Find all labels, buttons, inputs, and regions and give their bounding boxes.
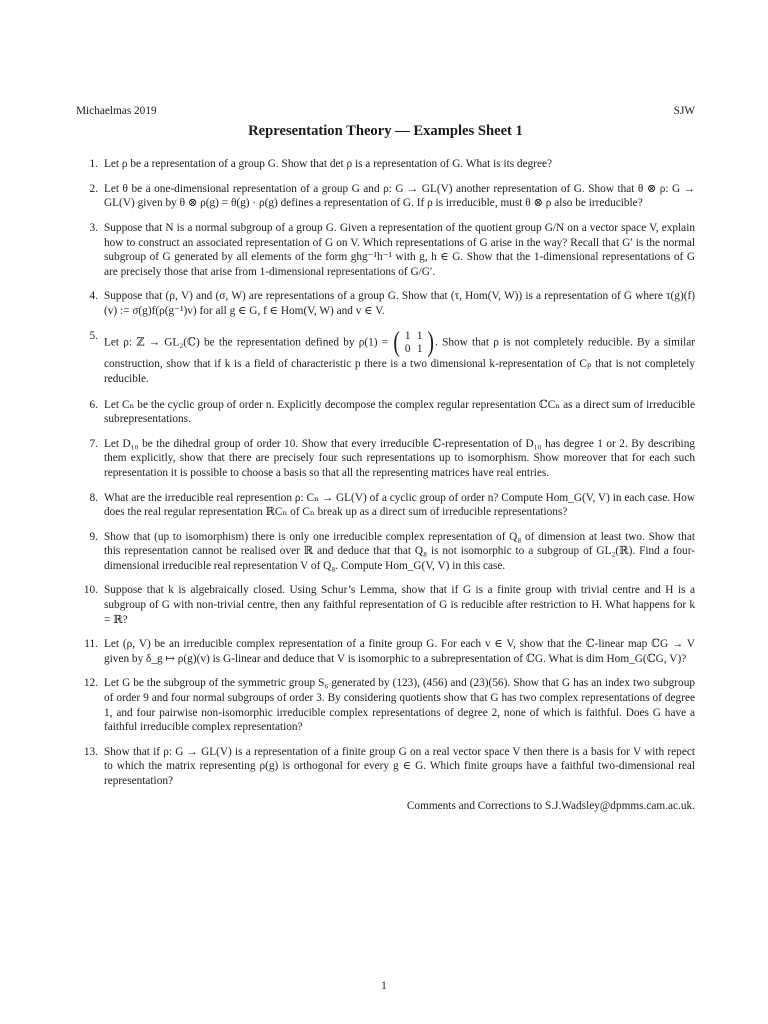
problem-number: 3. — [89, 221, 98, 234]
problem-text: Let (ρ, V) be an irreducible complex representation of a finite group G. For each v ∈ V, show that the ℂ-linear map ℂG → V given by δ_g ↦ ρ(g)(v) is G-linear and deduce that V is isomorphic to a subrepresentation of ℂG. What is dim Hom_G(ℂG, V)? — [104, 638, 695, 665]
left-paren: ( — [393, 326, 401, 358]
problem-list — [76, 157, 695, 788]
problem-number: 6. — [89, 398, 98, 411]
problem-text: What are the irreducible real represention ρ: Cₙ → GL(V) of a cyclic group of order n? Compute Hom_G(V, V) in each case. How does the real regular representation ℝCₙ of Cₙ break up as a direct sum of irreducible representations? — [104, 491, 695, 519]
author-initials: SJW — [673, 105, 695, 117]
problem-number: 11. — [84, 638, 98, 651]
problem-number: 2. — [89, 182, 98, 195]
problem-4 — [76, 289, 695, 318]
problem-number: 9. — [89, 530, 98, 543]
examples-sheet-page — [76, 104, 695, 813]
problem-number: 7. — [89, 437, 98, 450]
problem-number: 5. — [89, 329, 98, 342]
problem-3 — [76, 221, 695, 279]
matrix-cell: 1 — [416, 329, 423, 342]
problem-text: Suppose that (ρ, V) and (σ, W) are representations of a group G. Show that (τ, Hom(V, W)) is a representation of G where τ(g)(f)(v) := σ(g)f(ρ(g⁻¹)v) for all g ∈ G, f ∈ Hom(V, W) and v ∈ V. — [104, 290, 695, 317]
problem-5 — [76, 326, 696, 388]
matrix-cell: 1 — [404, 329, 411, 342]
problem-9 — [76, 530, 695, 574]
problem-text: Show that if ρ: G → GL(V) is a representation of a finite group G on a real vector space V then there is a basis for V with repect to which the matrix representing ρ(g) is orthogonal for every g ∈ G. Which finite groups have a faithful two-dimensional real representation? — [104, 745, 695, 787]
problem-number: 10. — [83, 584, 98, 597]
problem-1 — [76, 157, 695, 172]
problem-number: 1. — [89, 158, 98, 171]
problem-text-after-matrix: . Show that ρ is not completely reducible. By a similar construction, show that if k is a field of characteristic p there is a two dimensional k-representation of Cₚ that is not completely reducible. — [104, 336, 696, 386]
problem-number: 13. — [83, 745, 98, 758]
sheet-title: Representation Theory — Examples Sheet 1 — [248, 122, 523, 139]
problem-6 — [76, 398, 695, 427]
problem-10 — [76, 583, 695, 627]
problem-11 — [76, 637, 695, 666]
problem-number: 4. — [89, 290, 98, 303]
right-paren: ) — [427, 326, 434, 358]
term-label: Michaelmas 2019 — [76, 105, 157, 117]
problem-number: 8. — [89, 491, 98, 504]
problem-7 — [76, 437, 695, 481]
problem-text: Show that (up to isomorphism) there is only one irreducible complex representation of Q₈ of dimension at least two. Show that this representation cannot be realised over ℝ and deduce that that Q₈ is not isomorphic to a subgroup of GL₂(ℝ). Find a four-dimensional irreducible real representation V of Q₈. Compute Hom_G(V, V) in this case. — [104, 530, 695, 572]
problem-12 — [76, 676, 695, 734]
header-row — [76, 104, 695, 119]
comments-note: Comments and Corrections to S.J.Wadsley@dpmms.cam.ac.uk. — [406, 799, 695, 812]
problem-text: Suppose that k is algebraically closed. Using Schur’s Lemma, show that if G is a finite group with trivial centre and H is a subgroup of G with non-trivial centre, then any faithful representation of G is reducible after restriction to H. What happens for k = ℝ? — [104, 584, 695, 626]
problem-text: Let D₁₀ be the dihedral group of order 10. Show that every irreducible ℂ-representation of D₁₀ has degree 1 or 2. By describing them explicitly, show that there are precisely four such representations up to isomorphism. Show moreover that for each such representation it is possible to choose a basis so that all the representing matrices have real entries. — [104, 437, 695, 479]
problem-text: Let θ be a one-dimensional representation of a group G and ρ: G → GL(V) another representation of G. Show that θ ⊗ ρ: G → GL(V) given by θ ⊗ ρ(g) = θ(g) · ρ(g) defines a representation of G. If ρ is irreducible, must θ ⊗ ρ also be irreducible? — [104, 182, 695, 210]
problem-13 — [76, 745, 695, 789]
problem-text: Suppose that N is a normal subgroup of a group G. Given a representation of the quotient group G/N on a vector space V, explain how to construct an associated representation of G on V. Which representations of G arise in the way? Recall that G′ is the normal subgroup of G generated by all elements of the form ghg⁻¹h⁻¹ with g, h ∈ G. Show that the 1-dimensional representations of G are precisely those that arise from 1-dimensional representations of G/G′. — [104, 221, 695, 278]
matrix-cell: 1 — [416, 342, 423, 355]
problem-8 — [76, 491, 695, 520]
matrix-cell: 0 — [404, 342, 411, 355]
problem-text — [104, 326, 696, 388]
problem-number: 12. — [83, 677, 98, 690]
page-number: 1 — [381, 980, 387, 992]
problem-text-before-matrix: Let ρ: ℤ → GL₂(ℂ) be the representation defined by ρ(1) = — [104, 336, 393, 349]
matrix — [392, 326, 435, 358]
problem-2 — [76, 182, 695, 211]
problem-text: Let ρ be a representation of a group G. Show that det ρ is a representation of G. What is its degree? — [104, 158, 553, 171]
problem-text: Let Cₙ be the cyclic group of order n. Explicitly decompose the complex regular representation ℂCₙ as a direct sum of irreducible subrepresentations. — [104, 398, 695, 426]
problem-text: Let G be the subgroup of the symmetric group S₆ generated by (123), (456) and (23)(56). Show that G has an index two subgroup of order 9 and four normal subgroups of order 3. By considering quotients show that G has two complex representations of degree 1, and four pairwise non-isomorphic irreducible complex representations of degree 2, none of which is faithful. Does G have a faithful irreducible complex representation? — [104, 677, 695, 734]
